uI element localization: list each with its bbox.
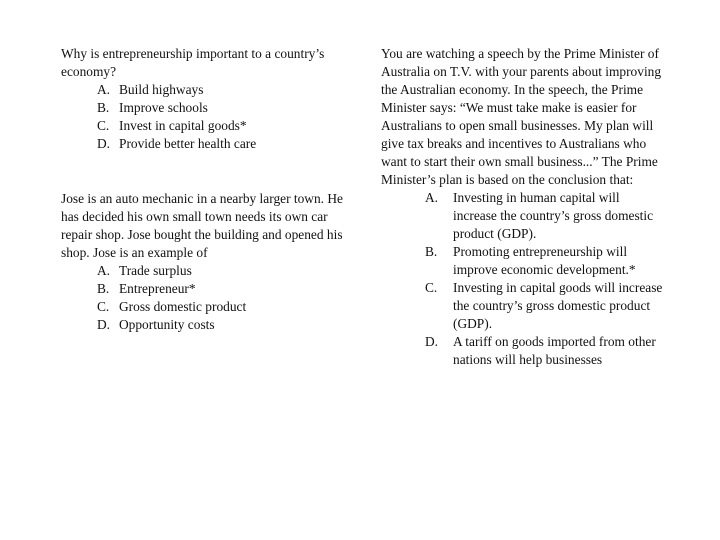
- question-3-stem: You are watching a speech by the Prime Minister of Australia on T.V. with your parents about improving the Australian economy. In the speech, the Prime Minister says: “We must take make is easier for Australians to open small businesses. My plan will give tax breaks and incentives to Australians who want to start their own small business...” The Prime Minister’s plan is based on the conclusion that:: [381, 46, 662, 187]
- option-text: Invest in capital goods*: [119, 118, 247, 133]
- option-letter: A.: [97, 82, 111, 97]
- question-1-option-d: [61, 135, 331, 153]
- option-letter: A.: [425, 190, 439, 205]
- option-letter: B.: [97, 281, 110, 296]
- option-letter: C.: [97, 299, 110, 314]
- option-text: Trade surplus: [119, 263, 192, 278]
- option-letter: D.: [97, 136, 111, 151]
- option-letter: C.: [425, 280, 438, 295]
- option-text: Provide better health care: [119, 136, 257, 151]
- option-letter: C.: [97, 118, 110, 133]
- option-text: Opportunity costs: [119, 317, 215, 332]
- option-text: Investing in capital goods will increase the country’s gross domestic product (GDP).: [453, 280, 663, 331]
- question-3: [381, 45, 666, 369]
- question-1-option-b: [61, 99, 331, 117]
- question-2: [61, 190, 351, 334]
- option-text: Gross domestic product: [119, 299, 247, 314]
- option-letter: A.: [97, 263, 111, 278]
- question-1-option-c: [61, 117, 331, 135]
- question-2-option-d: [61, 316, 351, 334]
- question-2-stem: Jose is an auto mechanic in a nearby larger town. He has decided his own small town needs its own car repair shop. Jose bought the building and opened his shop. Jose is an example of: [61, 191, 343, 260]
- option-text: Promoting entrepreneurship will improve economic development.*: [453, 244, 636, 277]
- question-3-option-a: [381, 189, 666, 243]
- question-1: [61, 45, 331, 153]
- option-text: A tariff on goods imported from other nations will help businesses: [453, 334, 656, 367]
- option-text: Improve schools: [119, 100, 208, 115]
- question-2-option-a: [61, 262, 351, 280]
- option-text: Investing in human capital will increase the country’s gross domestic product (GDP).: [453, 190, 654, 241]
- question-3-options: [381, 189, 666, 369]
- question-3-option-d: [381, 333, 666, 369]
- question-1-options: [61, 81, 331, 153]
- question-3-option-c: [381, 279, 666, 333]
- question-3-option-b: [381, 243, 666, 279]
- option-text: Entrepreneur*: [119, 281, 196, 296]
- option-letter: D.: [97, 317, 111, 332]
- option-letter: D.: [425, 334, 439, 349]
- question-2-options: [61, 262, 351, 334]
- option-letter: B.: [97, 100, 110, 115]
- option-text: Build highways: [119, 82, 204, 97]
- question-2-option-c: [61, 298, 351, 316]
- question-2-option-b: [61, 280, 351, 298]
- option-letter: B.: [425, 244, 438, 259]
- question-1-option-a: [61, 81, 331, 99]
- question-1-stem: Why is entrepreneurship important to a country’s economy?: [61, 46, 325, 79]
